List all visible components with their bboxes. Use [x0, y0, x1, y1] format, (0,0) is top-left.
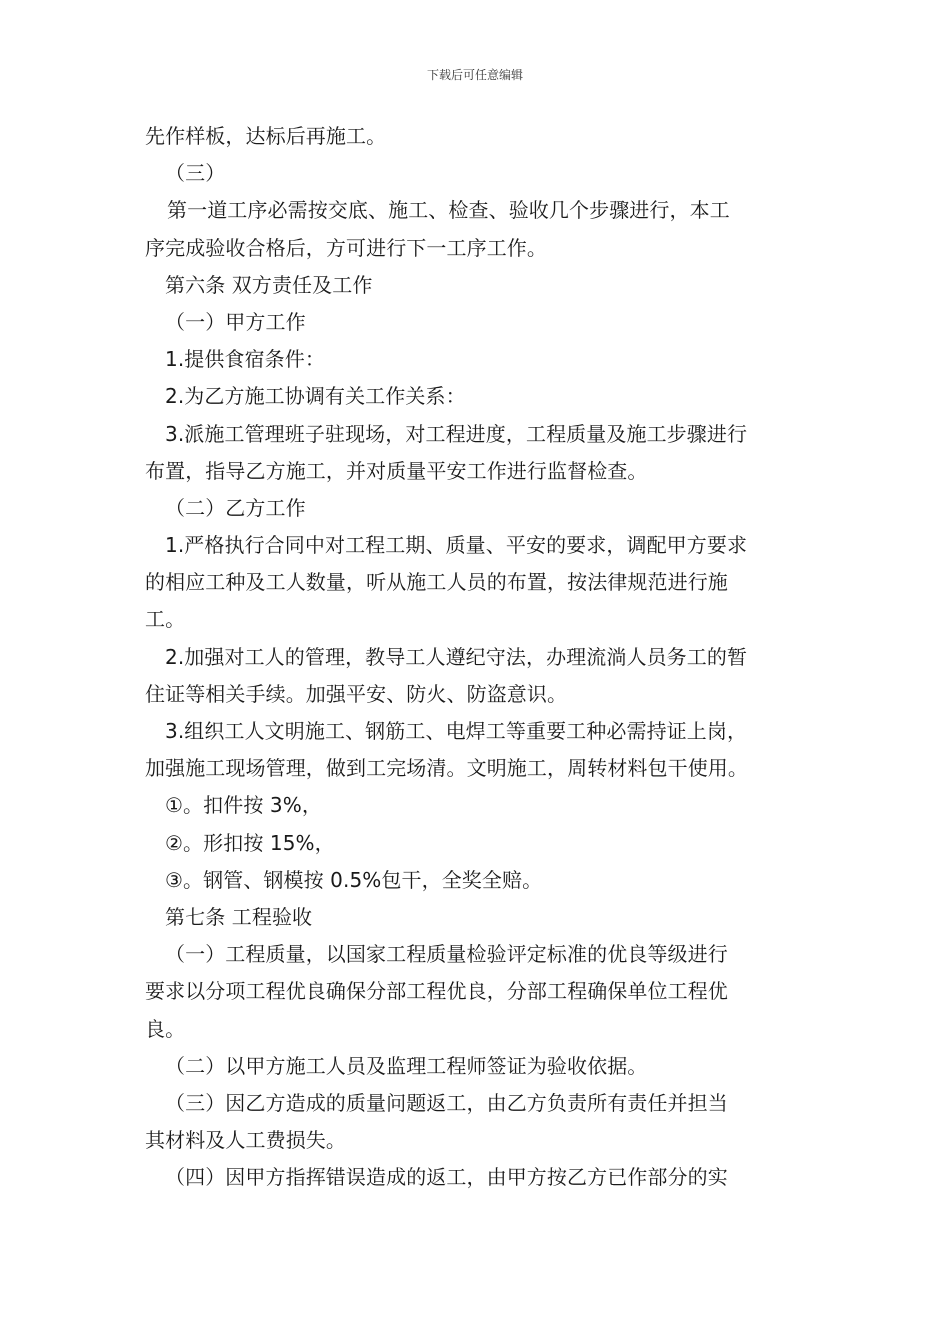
text-line: 要求以分项工程优良确保分部工程优良，分部工程确保单位工程优 — [145, 979, 728, 1004]
list-item: 2.加强对工人的管理，教导工人遵纪守法，办理流淌人员务工的暂 — [165, 644, 748, 669]
section-heading: 第七条 工程验收 — [165, 904, 313, 929]
text-line: 第一道工序必需按交底、施工、检查、验收几个步骤进行，本工 — [167, 198, 730, 223]
list-item: ③。钢管、钢模按 0.5%包干，全奖全赔。 — [165, 867, 543, 892]
text-line: 工。 — [145, 607, 186, 632]
list-item: ①。扣件按 3%， — [165, 793, 322, 818]
subsection-heading: （一）甲方工作 — [165, 309, 306, 334]
list-item: 3.组织工人文明施工、钢筋工、电焊工等重要工种必需持证上岗， — [165, 719, 748, 743]
list-item: 3.派施工管理班子驻现场，对工程进度，工程质量及施工步骤进行 — [165, 421, 748, 446]
document-body — [145, 118, 810, 1196]
list-item: 1.提供食宿条件： — [165, 347, 325, 372]
list-item: （三）因乙方造成的质量问题返工，由乙方负责所有责任并担当 — [165, 1090, 728, 1115]
list-item: ②。形扣按 15%， — [165, 830, 335, 855]
list-item: （二）以甲方施工人员及监理工程师签证为验收依据。 — [165, 1053, 648, 1078]
text-line: （三） — [165, 161, 226, 186]
text-line: 其材料及人工费损失。 — [145, 1128, 346, 1153]
page-header: 下载后可任意编辑 — [426, 68, 523, 82]
text-line: 布置，指导乙方施工，并对质量平安工作进行监督检查。 — [145, 458, 648, 483]
text-line: 良。 — [145, 1016, 186, 1041]
list-item: 2.为乙方施工协调有关工作关系： — [165, 384, 466, 409]
text-line: 先作样板，达标后再施工。 — [145, 124, 387, 148]
list-item: 1.严格执行合同中对工程工期、质量、平安的要求，调配甲方要求 — [165, 533, 748, 558]
text-line: 序完成验收合格后，方可进行下一工序工作。 — [145, 235, 547, 260]
text-line: 住证等相关手续。加强平安、防火、防盗意识。 — [145, 681, 568, 706]
section-heading: 第六条 双方责任及工作 — [165, 272, 373, 297]
list-item: （四）因甲方指挥错误造成的返工，由甲方按乙方已作部分的实 — [165, 1165, 728, 1190]
text-line: 加强施工现场管理，做到工完场清。文明施工，周转材料包干使用。 — [145, 756, 748, 781]
subsection-heading: （二）乙方工作 — [165, 495, 306, 520]
list-item: （一）工程质量，以国家工程质量检验评定标准的优良等级进行 — [165, 942, 728, 967]
text-line: 的相应工种及工人数量，听从施工人员的布置，按法律规范进行施 — [145, 570, 728, 595]
